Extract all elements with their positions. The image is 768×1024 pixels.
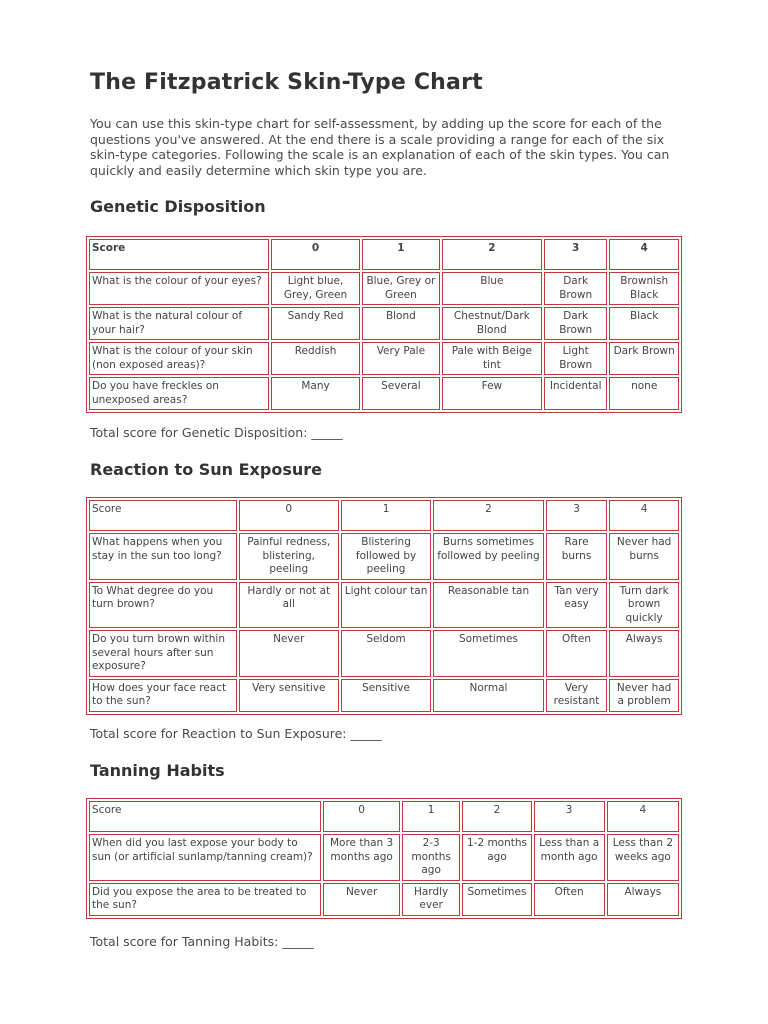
table-row (89, 630, 679, 677)
tanning-habits-table (86, 798, 682, 919)
answer-cell: Black (609, 307, 679, 340)
sun-exposure-table (86, 497, 682, 715)
table-header-row (89, 500, 679, 531)
header-cell: 0 (271, 239, 360, 270)
header-cell: Score (89, 801, 321, 832)
table-row (89, 307, 679, 340)
answer-cell: Often (534, 883, 605, 916)
answer-cell: Hardly or not at all (239, 582, 339, 629)
answer-cell: Hardly ever (402, 883, 461, 916)
section-heading-genetic-disposition: Genetic Disposition (90, 197, 266, 216)
answer-cell: Always (609, 630, 679, 677)
answer-cell: Very sensitive (239, 679, 339, 712)
answer-cell: Pale with Beige tint (442, 342, 542, 375)
answer-cell: Light Brown (544, 342, 607, 375)
answer-cell: Sometimes (433, 630, 544, 677)
question-cell: Did you expose the area to be treated to the sun? (89, 883, 321, 916)
answer-cell: Reddish (271, 342, 360, 375)
answer-cell: 1-2 months ago (462, 834, 531, 881)
answer-cell: Seldom (341, 630, 431, 677)
answer-cell: Many (271, 377, 360, 410)
answer-cell: none (609, 377, 679, 410)
answer-cell: Dark Brown (544, 307, 607, 340)
answer-cell: Very Pale (362, 342, 440, 375)
header-cell: 1 (402, 801, 461, 832)
header-cell: 3 (534, 801, 605, 832)
answer-cell: Less than 2 weeks ago (607, 834, 679, 881)
header-cell: 2 (433, 500, 544, 531)
answer-cell: Few (442, 377, 542, 410)
header-cell: 1 (341, 500, 431, 531)
section-heading-tanning-habits: Tanning Habits (90, 761, 225, 780)
header-cell: 3 (544, 239, 607, 270)
answer-cell: Never (323, 883, 399, 916)
answer-cell: Blue (442, 272, 542, 305)
answer-cell: Painful redness, blistering, peeling (239, 533, 339, 580)
header-cell: 0 (239, 500, 339, 531)
answer-cell: Never had burns (609, 533, 679, 580)
answer-cell: Sensitive (341, 679, 431, 712)
table-row (89, 342, 679, 375)
question-cell: To What degree do you turn brown? (89, 582, 237, 629)
answer-cell: Blue, Grey or Green (362, 272, 440, 305)
answer-cell: Always (607, 883, 679, 916)
answer-cell: Blond (362, 307, 440, 340)
header-cell: 4 (609, 239, 679, 270)
question-cell: What is the natural colour of your hair? (89, 307, 269, 340)
answer-cell: Never (239, 630, 339, 677)
header-cell: 0 (323, 801, 399, 832)
answer-cell: Sandy Red (271, 307, 360, 340)
header-cell: 4 (607, 801, 679, 832)
header-cell: 4 (609, 500, 679, 531)
answer-cell: Brownish Black (609, 272, 679, 305)
table-row (89, 272, 679, 305)
answer-cell: More than 3 months ago (323, 834, 399, 881)
section-heading-sun-exposure: Reaction to Sun Exposure (90, 460, 322, 479)
question-cell: Do you turn brown within several hours after sun exposure? (89, 630, 237, 677)
intro-paragraph: You can use this skin-type chart for self-assessment, by adding up the score for each of the questions you've answered. At the end there is a scale providing a range for each of the six skin-type categories. Following the scale is an explanation of each of the skin types. You can quickly and easily determine which skin type you are. (90, 116, 670, 178)
question-cell: What happens when you stay in the sun too long? (89, 533, 237, 580)
answer-cell: Reasonable tan (433, 582, 544, 629)
table-row (89, 377, 679, 410)
answer-cell: Chestnut/Dark Blond (442, 307, 542, 340)
total-score-sun-exposure: Total score for Reaction to Sun Exposure: _____ (90, 726, 382, 741)
total-score-tanning-habits: Total score for Tanning Habits: _____ (90, 934, 314, 949)
total-score-genetic-disposition: Total score for Genetic Disposition: _____ (90, 425, 343, 440)
table-row (89, 679, 679, 712)
answer-cell: Sometimes (462, 883, 531, 916)
table-row (89, 883, 679, 916)
answer-cell: Normal (433, 679, 544, 712)
answer-cell: Light blue, Grey, Green (271, 272, 360, 305)
answer-cell: Incidental (544, 377, 607, 410)
answer-cell: Often (546, 630, 607, 677)
question-cell: How does your face react to the sun? (89, 679, 237, 712)
answer-cell: Dark Brown (544, 272, 607, 305)
question-cell: What is the colour of your skin (non exposed areas)? (89, 342, 269, 375)
answer-cell: 2-3 months ago (402, 834, 461, 881)
answer-cell: Several (362, 377, 440, 410)
question-cell: When did you last expose your body to sun (or artificial sunlamp/tanning cream)? (89, 834, 321, 881)
answer-cell: Never had a problem (609, 679, 679, 712)
answer-cell: Very resistant (546, 679, 607, 712)
question-cell: Do you have freckles on unexposed areas? (89, 377, 269, 410)
header-cell: 3 (546, 500, 607, 531)
table-row (89, 582, 679, 629)
table-row (89, 533, 679, 580)
header-cell: Score (89, 500, 237, 531)
answer-cell: Tan very easy (546, 582, 607, 629)
answer-cell: Blistering followed by peeling (341, 533, 431, 580)
answer-cell: Less than a month ago (534, 834, 605, 881)
table-header-row (89, 239, 679, 270)
genetic-disposition-table (86, 236, 682, 413)
header-cell: 2 (442, 239, 542, 270)
header-cell: 1 (362, 239, 440, 270)
table-header-row (89, 801, 679, 832)
question-cell: What is the colour of your eyes? (89, 272, 269, 305)
answer-cell: Burns sometimes followed by peeling (433, 533, 544, 580)
header-cell: Score (89, 239, 269, 270)
table-row (89, 834, 679, 881)
answer-cell: Dark Brown (609, 342, 679, 375)
page-title: The Fitzpatrick Skin-Type Chart (90, 70, 483, 95)
answer-cell: Rare burns (546, 533, 607, 580)
answer-cell: Light colour tan (341, 582, 431, 629)
answer-cell: Turn dark brown quickly (609, 582, 679, 629)
header-cell: 2 (462, 801, 531, 832)
